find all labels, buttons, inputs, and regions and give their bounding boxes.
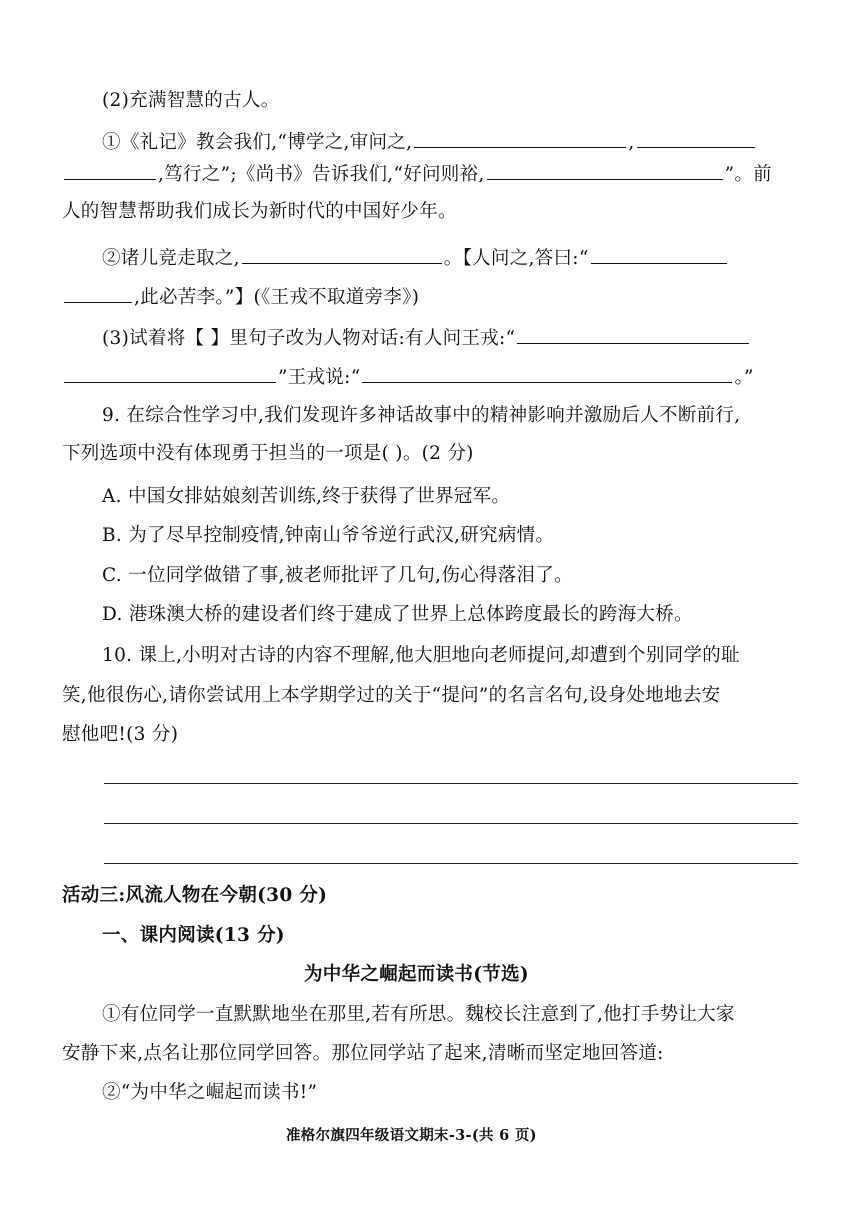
q10-stem-line3: 慰他吧!(3 分): [62, 724, 179, 745]
q8-sub3-line1: [102, 324, 751, 352]
answer-blank[interactable]: [64, 363, 276, 383]
page-footer: 准格尔旗四年级语文期末-3-(共 6 页): [286, 1127, 537, 1144]
activity3-heading: 活动三:风流人物在今朝(30 分): [62, 885, 328, 906]
answer-blank[interactable]: [64, 160, 156, 180]
q9-option-b: B. 为了尽早控制疫情,钟南山爷爷逆行武汉,研究病情。: [102, 525, 555, 546]
q8-item2-text-a: ②诸儿竞走取之,: [102, 248, 240, 269]
answer-line[interactable]: [104, 863, 798, 864]
passage-para2: ②“为中华之崛起而读书!”: [102, 1082, 318, 1103]
q8-item2-line2: [62, 283, 419, 311]
q9-stem-line1: 9. 在综合性学习中,我们发现许多神话故事中的精神影响并激励后人不断前行,: [102, 405, 741, 426]
q8-item1-line1: [102, 128, 757, 156]
q8-sub2-label: (2)充满智慧的古人。: [102, 90, 280, 111]
q8-item2-text-b: 。【人问之,答曰:“: [443, 248, 589, 269]
answer-line[interactable]: [104, 823, 798, 824]
q9-option-d: D. 港珠澳大桥的建设者们终于建成了世界上总体跨度最长的跨海大桥。: [102, 604, 693, 625]
answer-blank[interactable]: [414, 128, 626, 148]
q9-stem-line2: 下列选项中没有体现勇于担当的一项是( )。(2 分): [62, 443, 474, 464]
q10-stem-line1: 10. 课上,小明对古诗的内容不理解,他大胆地向老师提问,却遭到个别同学的耻: [102, 645, 740, 666]
q9-option-a: A. 中国女排姑娘刻苦训练,终于获得了世界冠军。: [102, 486, 511, 507]
answer-blank[interactable]: [487, 160, 723, 180]
q8-sub3-text-a: (3)试着将【 】里句子改为人物对话:有人问王戎:“: [102, 328, 516, 349]
q8-item2-line1: [102, 244, 729, 272]
answer-blank[interactable]: [362, 363, 732, 383]
answer-blank[interactable]: [242, 244, 442, 264]
q8-item1-line3: 人的智慧帮助我们成长为新时代的中国好少年。: [62, 201, 457, 222]
q8-item1-text-c: ,笃行之”;《尚书》告诉我们,“好问则裕,: [158, 164, 485, 185]
q8-item2-text-c: ,此必苦李。”】(《王戎不取道旁李》): [134, 287, 420, 308]
q9-option-c: C. 一位同学做错了事,被老师批评了几句,伤心得落泪了。: [102, 565, 573, 586]
section-heading: 一、课内阅读(13 分): [102, 925, 285, 946]
q8-item1-text-b: ,: [628, 132, 635, 153]
passage-para1-line2: 安静下来,点名让那位同学回答。那位同学站了起来,清晰而坚定地回答道:: [62, 1043, 664, 1064]
answer-line[interactable]: [104, 783, 798, 784]
q8-item1-text-a: ①《礼记》教会我们,“博学之,审问之,: [102, 132, 413, 153]
q8-item1-line2: [62, 160, 772, 188]
answer-blank[interactable]: [517, 324, 749, 344]
q10-stem-line2: 笑,他很伤心,请你尝试用上本学期学过的关于“提问”的名言名句,设身处地地去安: [62, 685, 721, 706]
answer-blank[interactable]: [637, 128, 755, 148]
answer-blank[interactable]: [64, 283, 132, 303]
q8-sub3-text-c: 。”: [734, 367, 754, 388]
q8-sub3-line2: [62, 363, 754, 391]
passage-title: 为中华之崛起而读书(节选): [304, 964, 529, 985]
q8-sub3-text-b: ”王戎说:“: [278, 367, 361, 388]
q8-item1-text-d: ”。前: [724, 164, 772, 185]
passage-para1-line1: ①有位同学一直默默地坐在那里,若有所思。魏校长注意到了,他打手势让大家: [102, 1004, 735, 1025]
answer-blank[interactable]: [591, 244, 727, 264]
